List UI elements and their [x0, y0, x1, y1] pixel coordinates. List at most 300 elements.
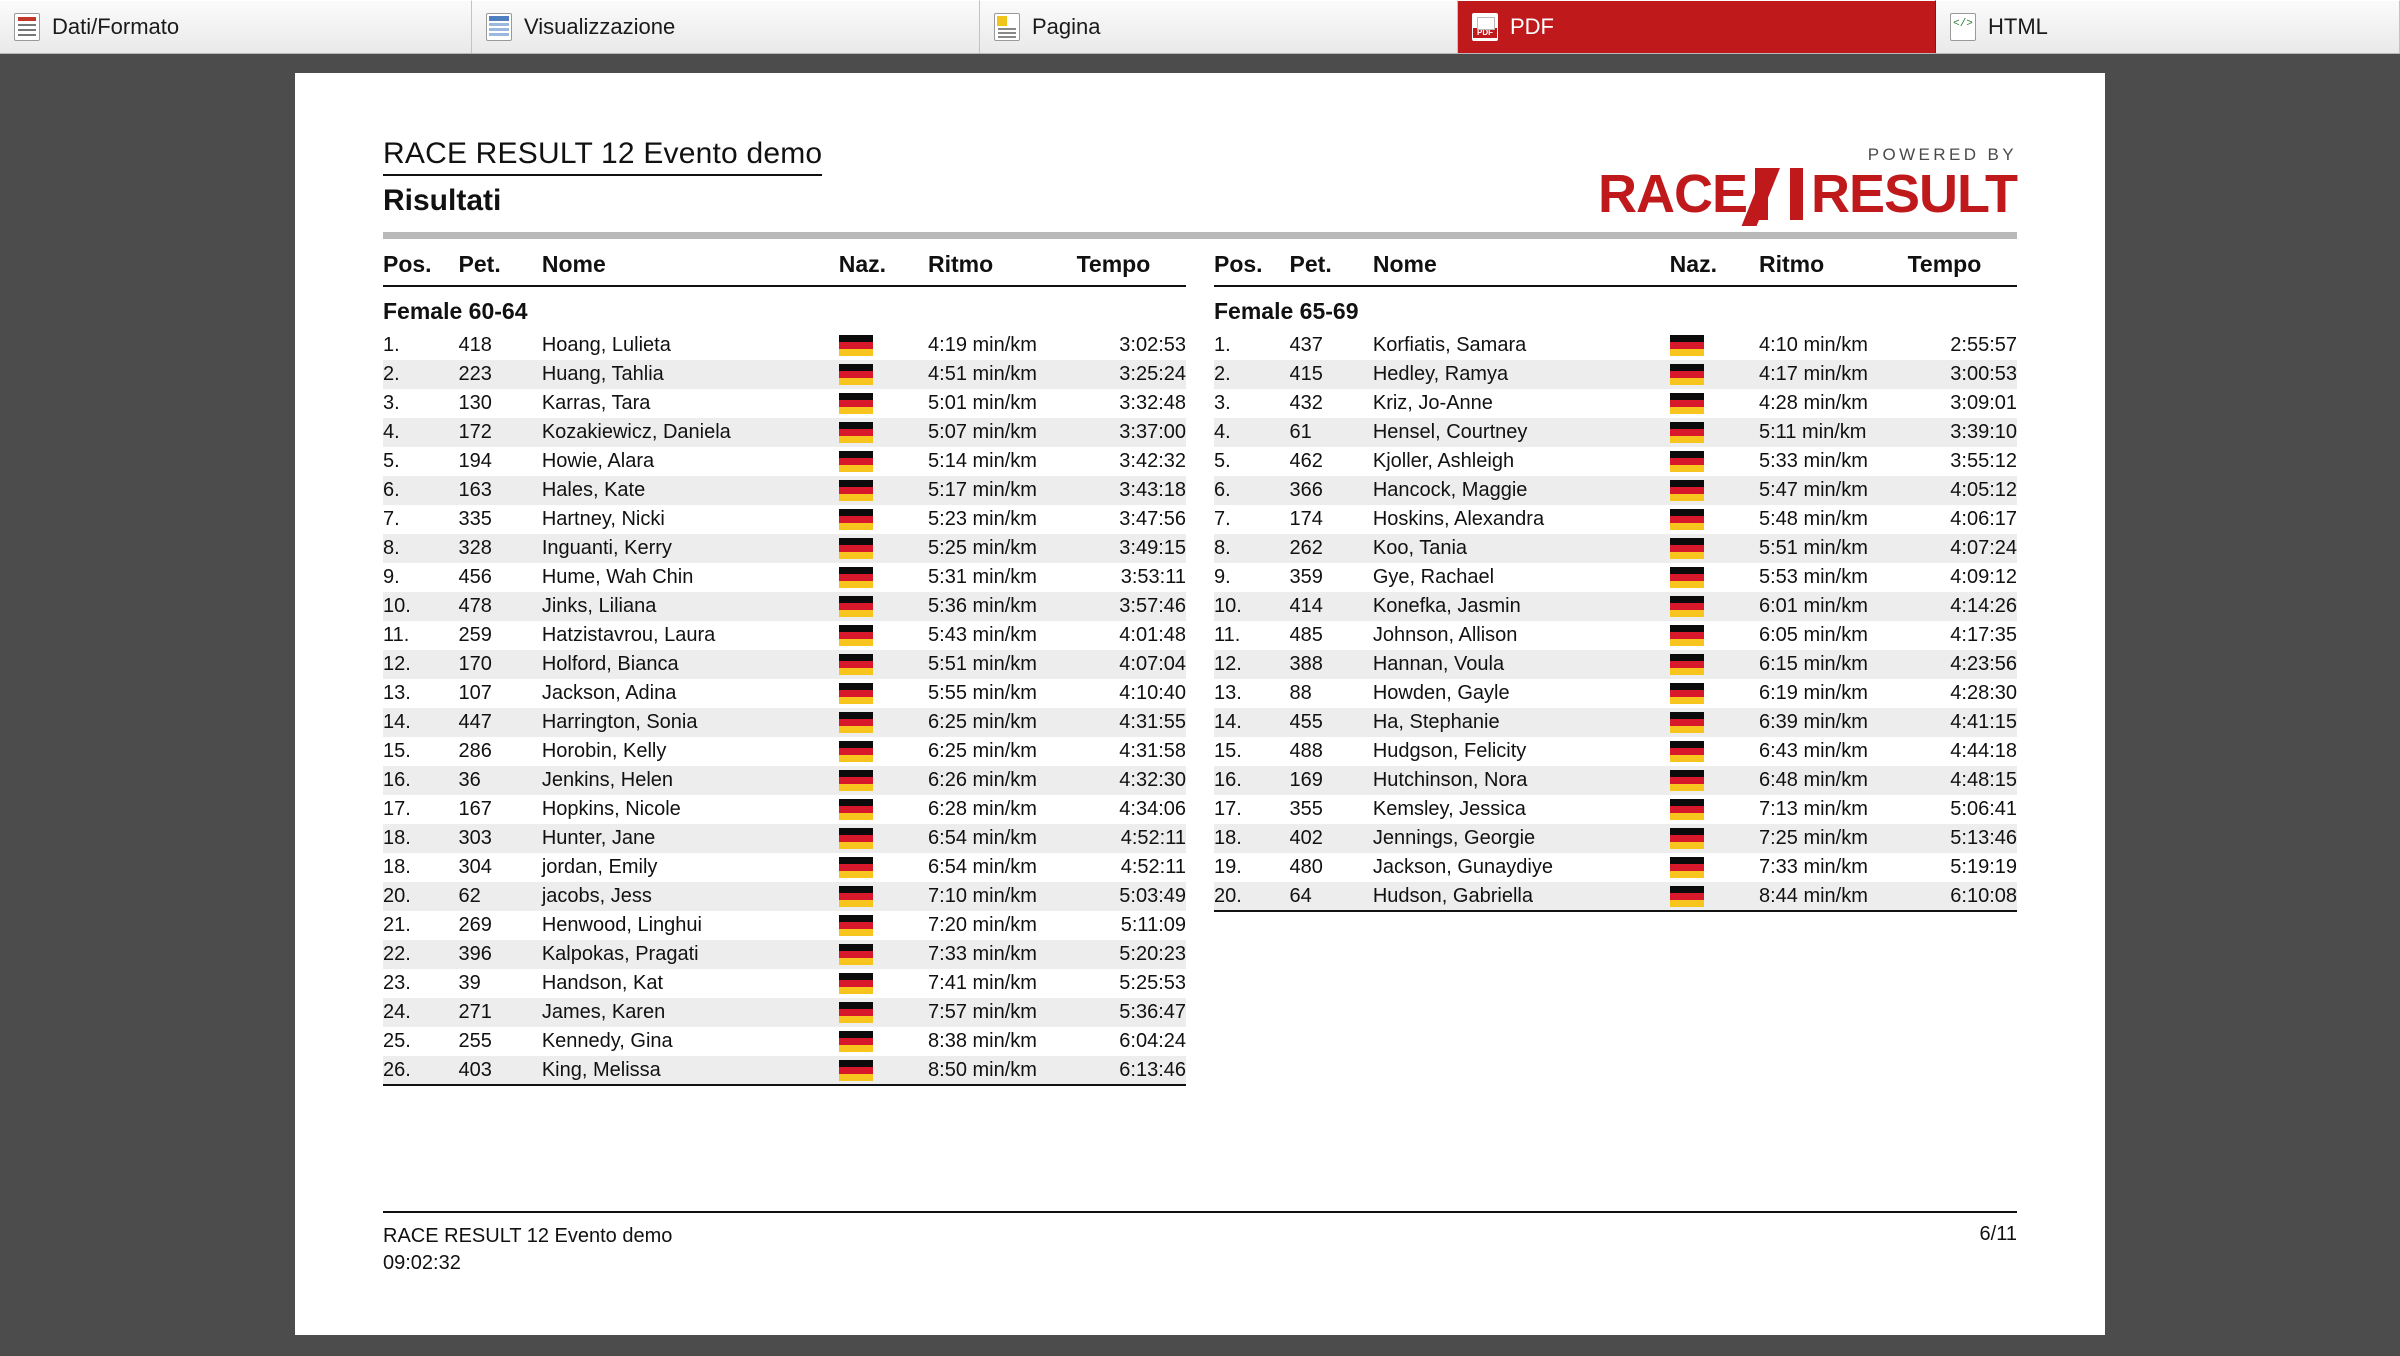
cell-bib: 259	[458, 624, 492, 646]
cell-name: Kozakiewicz, Daniela	[542, 418, 839, 447]
cell-name: Hoskins, Alexandra	[1372, 508, 1545, 530]
cell-name: Hatzistavrou, Laura	[541, 624, 716, 646]
table-row	[1214, 650, 2017, 679]
cell-time: 6:10:08	[1908, 882, 2017, 911]
pdf-preview-viewport[interactable]	[0, 54, 2400, 1356]
table-row	[1214, 824, 2017, 853]
cell-bib: 172	[459, 418, 542, 447]
cell-bib: 269	[458, 914, 492, 936]
cell-bib: 480	[1289, 856, 1323, 878]
cell-nationality	[1670, 389, 1759, 418]
cell-pace: 5:51 min/km	[1759, 534, 1908, 563]
cell-position: 15.	[1214, 740, 1242, 762]
flag-de-icon	[839, 654, 873, 675]
flag-de-icon	[839, 480, 873, 501]
cell-nationality	[839, 940, 928, 969]
flag-de-icon	[1670, 422, 1704, 443]
cell-time: 3:53:11	[1120, 566, 1186, 588]
cell-nationality	[1670, 708, 1759, 737]
cell-time: 3:55:12	[1950, 450, 2017, 472]
cell-name: Korfiatis, Samara	[1372, 334, 1527, 356]
cell-time: 4:07:24	[1908, 534, 2017, 563]
cell-nationality	[839, 534, 928, 563]
cell-time: 3:39:10	[1908, 418, 2017, 447]
table-row	[383, 998, 1186, 1027]
table-row	[383, 505, 1186, 534]
cell-pace: 5:43 min/km	[928, 624, 1037, 646]
table-row	[1214, 505, 2017, 534]
cell-name: Hunter, Jane	[542, 824, 839, 853]
cell-pace: 7:33 min/km	[1758, 856, 1868, 878]
cell-name: Jackson, Gunaydiye	[1372, 856, 1553, 878]
cell-position: 20.	[383, 882, 459, 911]
flag-de-icon	[839, 770, 873, 791]
results-columns	[383, 249, 2017, 1086]
tab-label: PDF	[1510, 14, 1554, 39]
footer-time: 09:02:32	[383, 1252, 461, 1274]
cell-bib: 437	[1289, 334, 1323, 356]
cell-position: 6.	[1214, 476, 1290, 505]
cell-bib: 335	[458, 508, 492, 530]
col-header-name: Nome	[542, 249, 839, 286]
cell-bib: 62	[459, 882, 542, 911]
cell-position: 7.	[1214, 508, 1231, 530]
cell-pace: 6:15 min/km	[1759, 650, 1908, 679]
cell-name: Jenkins, Helen	[542, 766, 839, 795]
cell-pace: 5:47 min/km	[1759, 476, 1908, 505]
table-row	[1214, 331, 2017, 360]
cell-nationality	[839, 853, 928, 882]
cell-pace: 4:51 min/km	[928, 360, 1077, 389]
flag-de-icon	[839, 625, 873, 646]
cell-name: Konefka, Jasmin	[1373, 592, 1670, 621]
cell-time: 4:52:11	[1077, 824, 1186, 853]
cell-nationality	[1670, 534, 1759, 563]
cell-position: 23.	[383, 972, 411, 994]
cell-name: Huang, Tahlia	[542, 360, 839, 389]
cell-name: Howie, Alara	[541, 450, 655, 472]
cell-name: jacobs, Jess	[542, 882, 839, 911]
flag-de-icon	[839, 567, 873, 588]
flag-de-icon	[839, 886, 873, 907]
data-format-icon	[14, 13, 40, 41]
cell-name: Jackson, Adina	[541, 682, 677, 704]
tab-pagina[interactable]	[980, 0, 1458, 53]
cell-position: 14.	[1214, 708, 1290, 737]
table-row	[1214, 476, 2017, 505]
table-row	[1214, 882, 2017, 911]
table-row	[383, 389, 1186, 418]
flag-de-icon	[839, 944, 873, 965]
cell-position: 17.	[383, 798, 411, 820]
cell-time: 3:09:01	[1950, 392, 2017, 414]
cell-position: 17.	[1214, 798, 1242, 820]
cell-time: 4:05:12	[1908, 476, 2017, 505]
cell-position: 18.	[383, 824, 459, 853]
flag-de-icon	[839, 364, 873, 385]
cell-time: 4:48:15	[1908, 766, 2017, 795]
cell-pace: 7:41 min/km	[928, 972, 1037, 994]
table-row	[1214, 621, 2017, 650]
cell-pace: 5:14 min/km	[928, 450, 1037, 472]
flag-de-icon	[839, 1002, 873, 1023]
col-header-nat: Naz.	[1670, 249, 1759, 286]
cell-nationality	[839, 563, 928, 592]
cell-position: 4.	[383, 418, 459, 447]
cell-name: Hales, Kate	[542, 476, 839, 505]
footer-event: RACE RESULT 12 Evento demo	[383, 1225, 673, 1247]
table-row	[383, 1027, 1186, 1056]
cell-pace: 7:13 min/km	[1758, 798, 1868, 820]
results-column-left	[383, 249, 1186, 1086]
cell-bib: 366	[1290, 476, 1373, 505]
page-subtitle: Risultati	[383, 184, 502, 217]
cell-position: 4.	[1214, 418, 1290, 447]
cell-name: Hedley, Ramya	[1373, 360, 1670, 389]
cell-time: 3:43:18	[1077, 476, 1186, 505]
cell-time: 4:23:56	[1908, 650, 2017, 679]
cell-nationality	[839, 795, 928, 824]
cell-pace: 5:01 min/km	[928, 392, 1037, 414]
cell-nationality	[1670, 621, 1759, 650]
cell-nationality	[1670, 476, 1759, 505]
cell-bib: 174	[1289, 508, 1323, 530]
cell-position: 9.	[1214, 566, 1231, 588]
flag-de-icon	[839, 857, 873, 878]
cell-time: 3:57:46	[1077, 592, 1186, 621]
table-row	[383, 592, 1186, 621]
cell-bib: 262	[1290, 534, 1373, 563]
brand-word-result: RESULT	[1811, 164, 2017, 224]
tab-label: Pagina	[1032, 14, 1101, 39]
cell-name: Horobin, Kelly	[541, 740, 667, 762]
cell-position: 26.	[383, 1056, 459, 1085]
cell-time: 3:49:15	[1077, 534, 1186, 563]
cell-name: Hannan, Voula	[1373, 650, 1670, 679]
cell-nationality	[1670, 853, 1759, 882]
group-title: Female 60-64	[383, 298, 528, 324]
race-result-mark-icon	[1753, 168, 1805, 220]
cell-position: 11.	[383, 624, 410, 646]
cell-bib: 64	[1290, 882, 1373, 911]
cell-position: 16.	[1214, 766, 1290, 795]
tab-label: HTML	[1988, 14, 2048, 39]
cell-pace: 6:54 min/km	[928, 824, 1077, 853]
col-header-bib: Pet.	[1290, 249, 1373, 286]
top-toolbar	[0, 0, 2400, 54]
cell-bib: 163	[459, 476, 542, 505]
cell-pace: 6:25 min/km	[928, 708, 1077, 737]
col-header-nat: Naz.	[839, 249, 928, 286]
cell-bib: 107	[458, 682, 492, 704]
col-header-time: Tempo	[1077, 249, 1186, 286]
cell-position: 3.	[383, 392, 400, 414]
cell-bib: 414	[1290, 592, 1373, 621]
col-header-pos: Pos.	[1214, 249, 1290, 286]
table-row	[1214, 534, 2017, 563]
cell-nationality	[839, 911, 928, 940]
cell-name: Inguanti, Kerry	[542, 534, 839, 563]
cell-name: Gye, Rachael	[1372, 566, 1495, 588]
cell-nationality	[839, 360, 928, 389]
cell-position: 18.	[383, 856, 411, 878]
cell-pace: 6:19 min/km	[1758, 682, 1868, 704]
flag-de-icon	[1670, 712, 1704, 733]
cell-nationality	[839, 447, 928, 476]
cell-position: 8.	[1214, 534, 1290, 563]
cell-pace: 6:43 min/km	[1758, 740, 1868, 762]
cell-name: Howden, Gayle	[1372, 682, 1510, 704]
table-row	[383, 331, 1186, 360]
cell-pace: 5:07 min/km	[928, 418, 1077, 447]
cell-nationality	[1670, 418, 1759, 447]
cell-nationality	[1670, 505, 1759, 534]
cell-pace: 7:20 min/km	[928, 914, 1037, 936]
cell-time: 3:47:56	[1119, 508, 1186, 530]
group-title: Female 65-69	[1214, 298, 1359, 324]
cell-name: jordan, Emily	[541, 856, 658, 878]
cell-name: Handson, Kat	[541, 972, 664, 994]
cell-time: 5:25:53	[1119, 972, 1186, 994]
cell-nationality	[1670, 331, 1759, 360]
flag-de-icon	[1670, 857, 1704, 878]
cell-position: 25.	[383, 1030, 411, 1052]
table-row	[383, 621, 1186, 650]
results-table-left	[383, 249, 1186, 1086]
flag-de-icon	[1670, 770, 1704, 791]
cell-nationality	[1670, 360, 1759, 389]
flag-de-icon	[1670, 683, 1704, 704]
flag-de-icon	[1670, 451, 1704, 472]
cell-position: 18.	[1214, 824, 1290, 853]
cell-name: Hudson, Gabriella	[1373, 882, 1670, 911]
flag-de-icon	[839, 335, 873, 356]
cell-pace: 7:57 min/km	[928, 998, 1077, 1027]
cell-nationality	[839, 1027, 928, 1056]
flag-de-icon	[839, 828, 873, 849]
cell-bib: 271	[459, 998, 542, 1027]
cell-nationality	[1670, 679, 1759, 708]
cell-pace: 4:28 min/km	[1758, 392, 1868, 414]
flag-de-icon	[839, 712, 873, 733]
cell-position: 5.	[383, 450, 400, 472]
footer-page-number: 6/11	[1979, 1223, 2017, 1245]
cell-nationality	[839, 998, 928, 1027]
cell-name: Hopkins, Nicole	[541, 798, 681, 820]
results-column-right	[1214, 249, 2017, 1086]
cell-time: 4:41:15	[1908, 708, 2017, 737]
cell-nationality	[839, 505, 928, 534]
html-icon	[1950, 13, 1976, 41]
cell-pace: 5:17 min/km	[928, 476, 1077, 505]
table-row	[1214, 853, 2017, 882]
cell-bib: 456	[458, 566, 492, 588]
cell-nationality	[1670, 447, 1759, 476]
flag-de-icon	[839, 451, 873, 472]
flag-de-icon	[1670, 335, 1704, 356]
flag-de-icon	[839, 1031, 873, 1052]
tab-dati-formato[interactable]	[0, 0, 472, 53]
cell-bib: 488	[1289, 740, 1323, 762]
cell-bib: 447	[459, 708, 542, 737]
tab-visualizzazione[interactable]	[472, 0, 980, 53]
cell-name: King, Melissa	[542, 1056, 839, 1085]
cell-position: 8.	[383, 534, 459, 563]
cell-name: Kriz, Jo-Anne	[1372, 392, 1493, 414]
cell-time: 6:04:24	[1119, 1030, 1186, 1052]
cell-position: 16.	[383, 766, 459, 795]
cell-bib: 61	[1290, 418, 1373, 447]
cell-position: 7.	[383, 508, 400, 530]
cell-name: Henwood, Linghui	[541, 914, 702, 936]
cell-bib: 418	[458, 334, 492, 356]
table-row	[383, 534, 1186, 563]
cell-nationality	[839, 882, 928, 911]
cell-nationality	[1670, 766, 1759, 795]
cell-pace: 5:11 min/km	[1759, 418, 1908, 447]
col-header-bib: Pet.	[459, 249, 542, 286]
col-header-pace: Ritmo	[1759, 249, 1908, 286]
cell-position: 14.	[383, 708, 459, 737]
cell-position: 9.	[383, 566, 400, 588]
page-title: RACE RESULT 12 Evento demo	[383, 137, 822, 176]
cell-position: 13.	[1214, 682, 1242, 704]
cell-position: 10.	[383, 592, 459, 621]
cell-pace: 5:36 min/km	[928, 592, 1077, 621]
cell-nationality	[839, 969, 928, 998]
cell-bib: 286	[458, 740, 492, 762]
cell-time: 4:10:40	[1119, 682, 1186, 704]
tab-label: Visualizzazione	[524, 14, 676, 39]
brand-tagline: POWERED BY	[1867, 145, 2017, 164]
flag-de-icon	[839, 741, 873, 762]
flag-de-icon	[1670, 625, 1704, 646]
flag-de-icon	[839, 915, 873, 936]
cell-time: 3:37:00	[1077, 418, 1186, 447]
cell-pace: 4:10 min/km	[1758, 334, 1868, 356]
cell-pace: 6:39 min/km	[1759, 708, 1908, 737]
cell-time: 5:20:23	[1077, 940, 1186, 969]
cell-pace: 7:25 min/km	[1759, 824, 1908, 853]
table-row	[383, 708, 1186, 737]
cell-pace: 6:48 min/km	[1759, 766, 1908, 795]
cell-position: 1.	[383, 334, 400, 356]
results-body-right	[1214, 286, 2017, 911]
tab-label: Dati/Formato	[52, 14, 180, 39]
cell-pace: 5:51 min/km	[928, 650, 1077, 679]
cell-time: 3:02:53	[1119, 334, 1186, 356]
cell-name: Holford, Bianca	[542, 650, 839, 679]
flag-de-icon	[839, 509, 873, 530]
cell-nationality	[1670, 824, 1759, 853]
cell-bib: 402	[1290, 824, 1373, 853]
table-row	[1214, 795, 2017, 824]
table-row	[1214, 766, 2017, 795]
table-header-row	[1214, 249, 2017, 286]
cell-bib: 359	[1289, 566, 1323, 588]
cell-bib: 432	[1289, 392, 1323, 414]
cell-time: 4:06:17	[1950, 508, 2017, 530]
pdf-page	[295, 73, 2105, 1335]
cell-pace: 6:05 min/km	[1758, 624, 1868, 646]
cell-pace: 8:44 min/km	[1759, 882, 1908, 911]
table-row	[1214, 563, 2017, 592]
table-row	[1214, 592, 2017, 621]
flag-de-icon	[1670, 654, 1704, 675]
cell-nationality	[839, 476, 928, 505]
cell-name: Kennedy, Gina	[541, 1030, 673, 1052]
table-row	[1214, 737, 2017, 766]
cell-position: 12.	[1214, 650, 1290, 679]
cell-pace: 7:33 min/km	[928, 940, 1077, 969]
cell-bib: 223	[459, 360, 542, 389]
cell-position: 10.	[1214, 592, 1290, 621]
cell-bib: 478	[459, 592, 542, 621]
cell-name: Hancock, Maggie	[1373, 476, 1670, 505]
cell-time: 3:25:24	[1077, 360, 1186, 389]
cell-name: Ha, Stephanie	[1373, 708, 1670, 737]
cell-bib: 170	[459, 650, 542, 679]
cell-nationality	[1670, 592, 1759, 621]
cell-bib: 130	[458, 392, 492, 414]
table-row	[383, 418, 1186, 447]
cell-time: 4:31:58	[1119, 740, 1186, 762]
cell-nationality	[839, 331, 928, 360]
cell-time: 5:03:49	[1077, 882, 1186, 911]
cell-bib: 255	[458, 1030, 492, 1052]
flag-de-icon	[1670, 741, 1704, 762]
flag-de-icon	[1670, 538, 1704, 559]
flag-de-icon	[1670, 364, 1704, 385]
cell-pace: 7:10 min/km	[928, 882, 1077, 911]
cell-name: Hartney, Nicki	[541, 508, 665, 530]
flag-de-icon	[1670, 799, 1704, 820]
cell-position: 6.	[383, 476, 459, 505]
flag-de-icon	[839, 683, 873, 704]
cell-time: 3:00:53	[1908, 360, 2017, 389]
cell-pace: 5:55 min/km	[928, 682, 1037, 704]
cell-pace: 8:50 min/km	[928, 1056, 1077, 1085]
flag-de-icon	[839, 596, 873, 617]
cell-bib: 303	[459, 824, 542, 853]
flag-de-icon	[1670, 509, 1704, 530]
cell-time: 5:06:41	[1950, 798, 2017, 820]
table-row	[383, 447, 1186, 476]
cell-time: 4:01:48	[1119, 624, 1186, 646]
flag-de-icon	[1670, 480, 1704, 501]
footer-left	[383, 1223, 672, 1277]
flag-de-icon	[1670, 393, 1704, 414]
grid-view-icon	[486, 13, 512, 41]
cell-time: 4:31:55	[1077, 708, 1186, 737]
cell-name: Koo, Tania	[1373, 534, 1670, 563]
cell-pace: 4:19 min/km	[928, 334, 1037, 356]
col-header-pace: Ritmo	[928, 249, 1077, 286]
flag-de-icon	[1670, 886, 1704, 907]
cell-name: Kjoller, Ashleigh	[1372, 450, 1515, 472]
cell-pace: 6:54 min/km	[928, 856, 1037, 878]
tab-html[interactable]	[1936, 0, 2400, 53]
cell-position: 19.	[1214, 856, 1242, 878]
cell-nationality	[1670, 795, 1759, 824]
flag-de-icon	[1670, 828, 1704, 849]
cell-bib: 396	[459, 940, 542, 969]
table-header-row	[383, 249, 1186, 286]
group-title-row	[383, 286, 1186, 331]
col-header-name: Nome	[1373, 249, 1670, 286]
tab-pdf[interactable]	[1458, 0, 1936, 53]
table-row	[1214, 447, 2017, 476]
